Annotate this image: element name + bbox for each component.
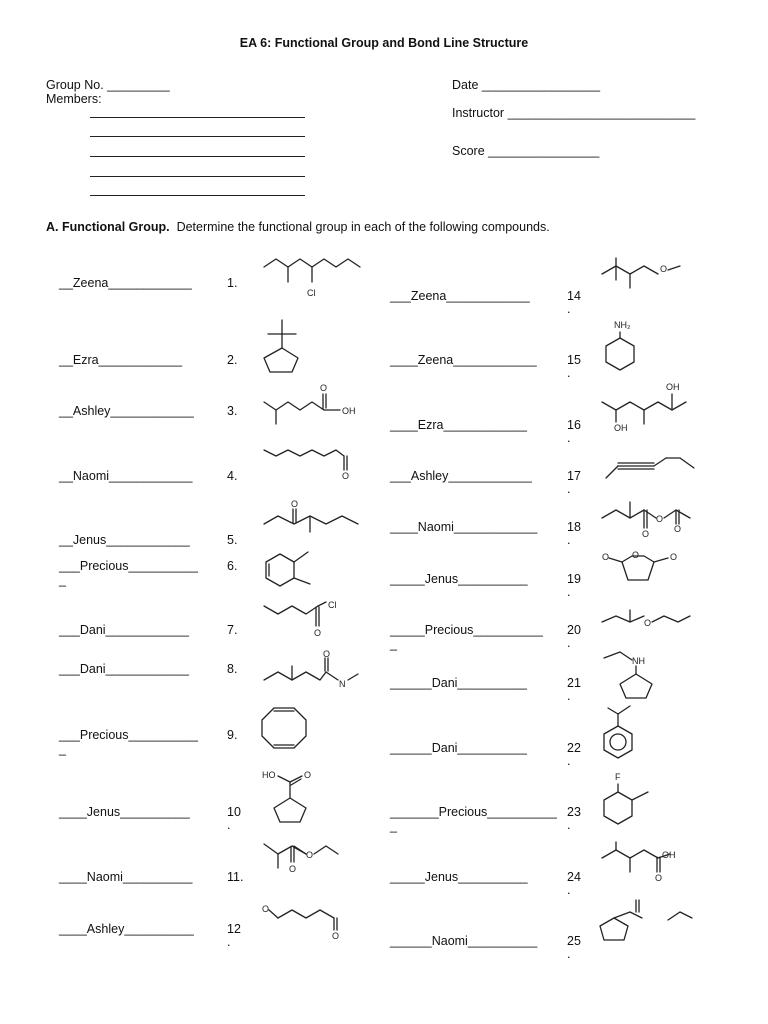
item-number-20: 20 [567, 623, 581, 637]
structure-22 [600, 704, 648, 760]
acid-24-oh-label: OH [662, 850, 676, 860]
cyclic-oxygen-2-label: O [632, 550, 640, 560]
structure-10 [262, 768, 322, 826]
answer-18[interactable]: ____Naomi____________ [390, 520, 538, 534]
structure-25 [596, 898, 696, 944]
answer-6[interactable]: ___Precious__________ [59, 559, 199, 573]
structure-20 [600, 608, 692, 640]
item-number-15-dot: . [567, 366, 571, 380]
anhydride-oxygen-3-label: O [674, 524, 682, 534]
item-number-5: 5. [227, 533, 238, 547]
structure-4 [262, 444, 362, 484]
ether-oxygen-label: O [660, 264, 668, 274]
item-number-8: 8. [227, 662, 238, 676]
amide-nitrogen-label: N [339, 679, 346, 689]
member-line-4[interactable] [90, 176, 305, 177]
structure-2 [260, 316, 320, 376]
item-number-10: 10 [227, 805, 241, 819]
secondary-amine-label: NH [632, 656, 645, 666]
answer-21[interactable]: ______Dani__________ [390, 676, 527, 690]
item-number-21: 21 [567, 676, 581, 690]
answer-25[interactable]: ______Naomi__________ [390, 934, 538, 948]
item-number-2: 2. [227, 353, 238, 367]
acyl-oxygen-label: O [314, 628, 322, 638]
item-number-22-dot: . [567, 754, 571, 768]
item-number-25-dot: . [567, 947, 571, 961]
structure-11 [262, 840, 362, 884]
item-number-20-dot: . [567, 636, 571, 650]
structure-9 [258, 706, 310, 750]
structure-18 [600, 496, 700, 540]
item-number-18-dot: . [567, 533, 571, 547]
section-a-heading [46, 220, 550, 234]
answer-15[interactable]: ____Zeena____________ [390, 353, 537, 367]
item-number-14-dot: . [567, 302, 571, 316]
ether-20-oxygen-label: O [644, 618, 652, 628]
structure-19 [598, 548, 682, 594]
oxygen-label: O [320, 383, 328, 393]
structure-1 [262, 252, 366, 302]
member-line-1[interactable] [90, 117, 305, 118]
anhydride-oxygen-2-label: O [656, 514, 664, 524]
members-label: Members: [46, 92, 102, 106]
item-number-17-dot: . [567, 482, 571, 496]
structure-15 [600, 318, 648, 374]
item-number-19-dot: . [567, 585, 571, 599]
answer-10[interactable]: ____Jenus__________ [59, 805, 190, 819]
acyl-chloride-label: Cl [328, 600, 337, 610]
answer-2[interactable]: __Ezra____________ [59, 353, 183, 367]
amine-nh2-label: NH₂ [614, 320, 631, 330]
carboxyl-oxygen-label: O [304, 770, 312, 780]
answer-14[interactable]: ___Zeena____________ [390, 289, 530, 303]
answer-23[interactable]: _______Precious__________ [390, 805, 557, 819]
answer-16[interactable]: ____Ezra____________ [390, 418, 527, 432]
item-number-9: 9. [227, 728, 238, 742]
answer-23-continuation: _ [390, 819, 397, 833]
item-number-23: 23 [567, 805, 581, 819]
structure-8 [262, 649, 366, 696]
item-number-7: 7. [227, 623, 238, 637]
cyclic-oxygen-1-label: O [602, 552, 610, 562]
item-number-23-dot: . [567, 818, 571, 832]
item-number-10-dot: . [227, 818, 231, 832]
instructor-label: Instructor ___________________________ [452, 106, 696, 120]
answer-19[interactable]: _____Jenus__________ [390, 572, 528, 586]
answer-5[interactable]: __Jenus____________ [59, 533, 190, 547]
item-number-3: 3. [227, 404, 238, 418]
item-number-14: 14 [567, 289, 581, 303]
dialdehyde-oxygen-1-label: O [262, 904, 270, 914]
item-number-25: 25 [567, 934, 581, 948]
hydroxyl-label: OH [342, 406, 356, 416]
answer-1[interactable]: __Zeena____________ [59, 276, 192, 290]
answer-20-continuation: _ [390, 637, 397, 651]
structure-21 [600, 650, 670, 700]
structure-7 [262, 600, 362, 642]
answer-22[interactable]: ______Dani__________ [390, 741, 527, 755]
answer-9-continuation: _ [59, 742, 66, 756]
answer-3[interactable]: __Ashley____________ [59, 404, 194, 418]
item-number-21-dot: . [567, 689, 571, 703]
section-a-title: A. Functional Group. [46, 220, 170, 234]
item-number-16: 16 [567, 418, 581, 432]
fluorine-label: F [615, 772, 621, 782]
structure-3 [262, 382, 366, 432]
item-number-12-dot: . [227, 935, 231, 949]
answer-9[interactable]: ___Precious__________ [59, 728, 199, 742]
item-number-18: 18 [567, 520, 581, 534]
member-line-3[interactable] [90, 156, 305, 157]
structure-24 [600, 840, 692, 884]
answer-6-continuation: _ [59, 573, 66, 587]
answer-24[interactable]: _____Jenus__________ [390, 870, 528, 884]
member-line-5[interactable] [90, 195, 305, 196]
anhydride-oxygen-1-label: O [642, 529, 650, 539]
item-number-6: 6. [227, 559, 238, 573]
structure-12 [262, 896, 352, 942]
item-number-16-dot: . [567, 431, 571, 445]
cyclic-oxygen-3-label: O [670, 552, 678, 562]
answer-20[interactable]: _____Precious__________ [390, 623, 543, 637]
member-line-2[interactable] [90, 136, 305, 137]
item-number-11: 11. [227, 870, 244, 884]
structure-16 [600, 380, 704, 434]
date-label: Date _________________ [452, 78, 601, 92]
item-number-12: 12 [227, 922, 241, 936]
item-number-4: 4. [227, 469, 238, 483]
group-no-label: Group No. _________ [46, 78, 170, 92]
answer-12[interactable]: ____Ashley__________ [59, 922, 194, 936]
answer-4[interactable]: __Naomi____________ [59, 469, 193, 483]
chlorine-label: Cl [307, 288, 316, 298]
item-number-19: 19 [567, 572, 581, 586]
structure-17 [604, 456, 700, 484]
dialdehyde-oxygen-2-label: O [332, 931, 340, 941]
item-number-17: 17 [567, 469, 581, 483]
aldehyde-oxygen-label: O [342, 471, 350, 481]
diol-oh-2-label: OH [614, 423, 628, 433]
answer-7[interactable]: ___Dani____________ [59, 623, 189, 637]
item-number-24: 24 [567, 870, 581, 884]
answer-11[interactable]: ____Naomi__________ [59, 870, 193, 884]
item-number-1: 1. [227, 276, 238, 290]
page-title: EA 6: Functional Group and Bond Line Structure [239, 36, 529, 50]
section-a-instruction: Determine the functional group in each of the following compounds. [176, 220, 550, 234]
item-number-15: 15 [567, 353, 581, 367]
structure-5 [262, 498, 362, 540]
structure-23 [600, 770, 660, 826]
item-number-22: 22 [567, 741, 581, 755]
ester-oxygen-label: O [306, 850, 314, 860]
carboxyl-ho-label: HO [262, 770, 276, 780]
structure-14 [600, 256, 692, 296]
answer-8[interactable]: ___Dani____________ [59, 662, 189, 676]
item-number-24-dot: . [567, 883, 571, 897]
score-label: Score ________________ [452, 144, 600, 158]
structure-6 [262, 544, 322, 590]
diol-oh-1-label: OH [666, 382, 680, 392]
amide-oxygen-label: O [323, 649, 331, 659]
answer-17[interactable]: ___Ashley____________ [390, 469, 532, 483]
ester-carbonyl-oxygen-label: O [289, 864, 297, 874]
acid-24-oxygen-label: O [655, 873, 663, 883]
ketone-oxygen-label: O [291, 499, 299, 509]
